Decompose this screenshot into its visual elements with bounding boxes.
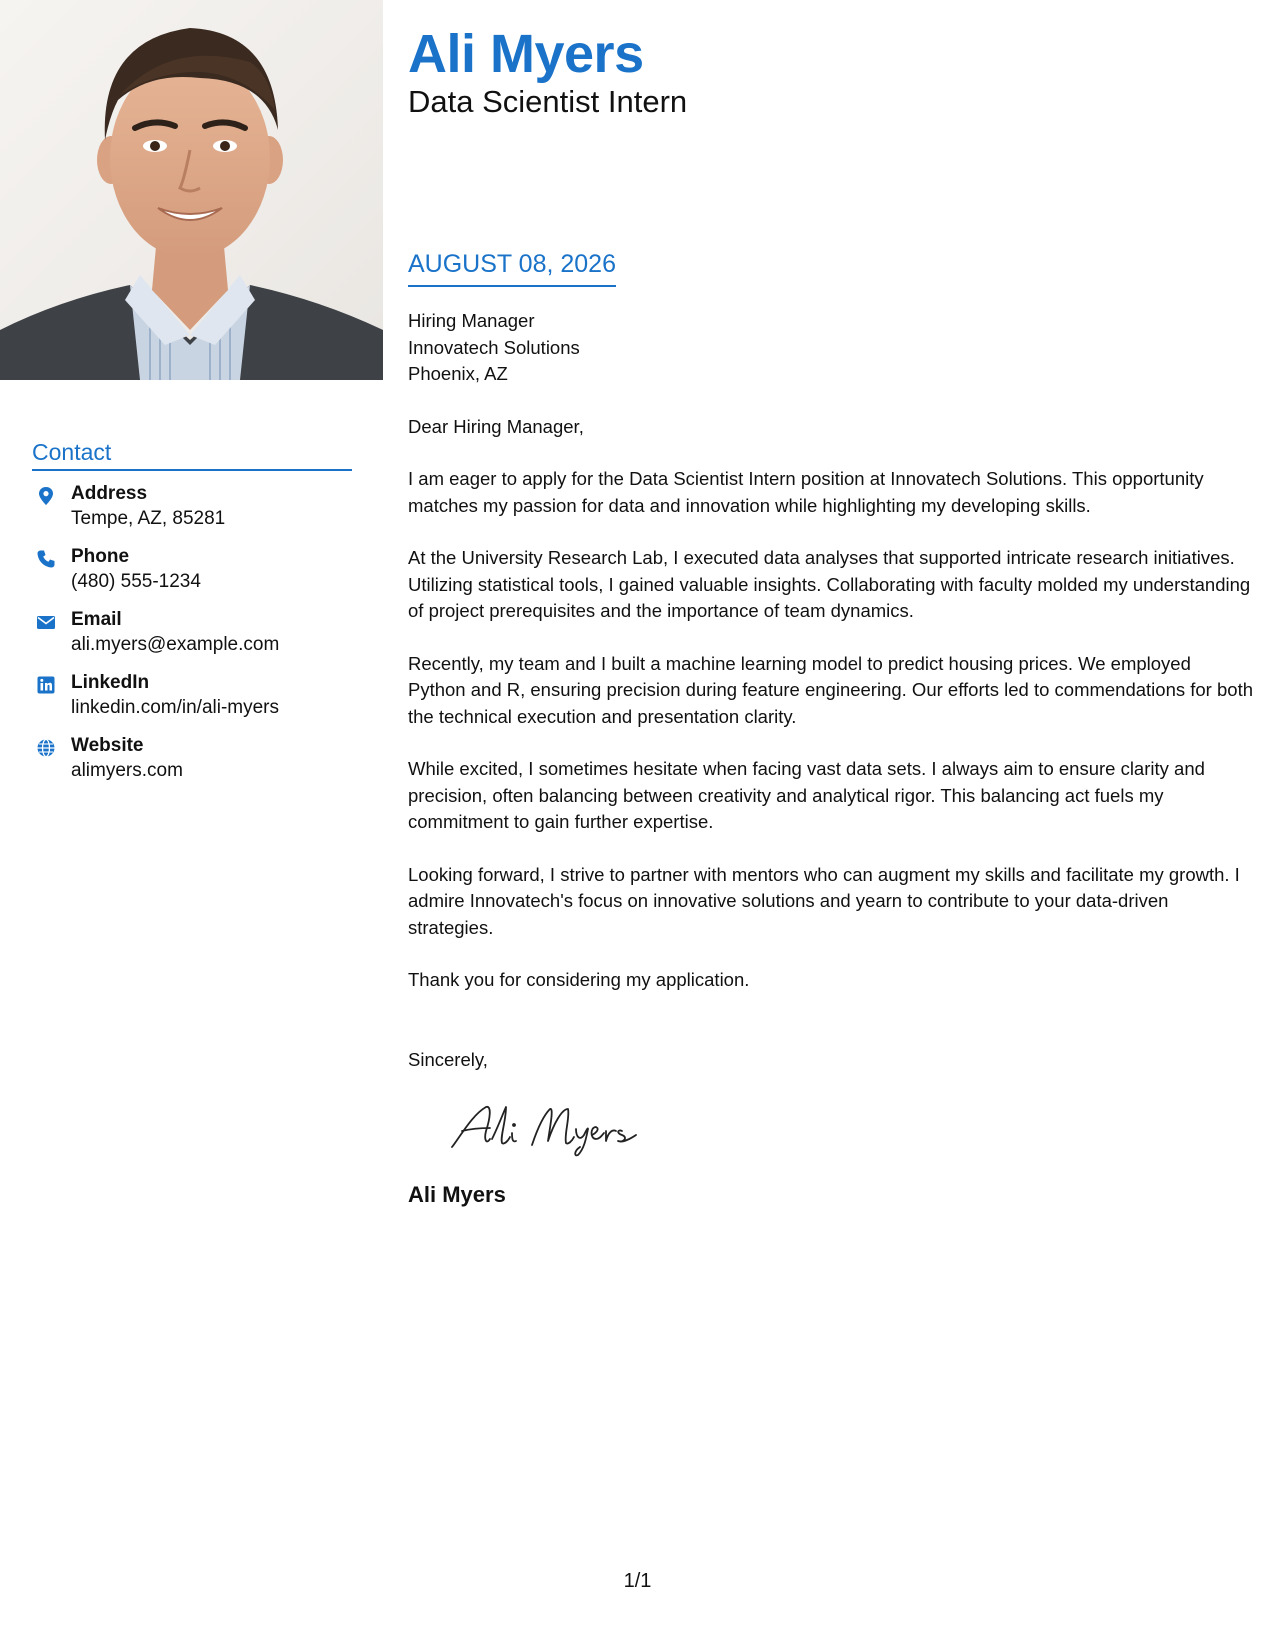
contact-value: linkedin.com/in/ali-myers bbox=[71, 697, 280, 718]
closing: Sincerely, bbox=[408, 1048, 488, 1070]
linkedin-icon bbox=[36, 675, 56, 695]
contact-value: (480) 555-1234 bbox=[71, 571, 201, 592]
contact-list bbox=[32, 482, 352, 797]
contact-value: ali.myers@example.com bbox=[71, 634, 280, 655]
globe-icon bbox=[36, 738, 56, 758]
letter-paragraph: Looking forward, I strive to partner with mentors who can augment my skills and facilitate my growth. I admire Innovatech's focus on innovative solutions and yearn to contribute to your data-driven strategies. bbox=[408, 863, 1240, 938]
contact-heading: Contact bbox=[32, 438, 352, 471]
recipient-location: Phoenix, AZ bbox=[408, 363, 508, 384]
contact-item-linkedin bbox=[32, 671, 352, 734]
header bbox=[408, 22, 687, 120]
salutation: Dear Hiring Manager, bbox=[408, 415, 584, 437]
contact-label: Address bbox=[71, 483, 148, 504]
signer-name: Ali Myers bbox=[408, 1182, 506, 1207]
letter-body bbox=[408, 308, 1253, 1209]
letter-paragraph: At the University Research Lab, I executed data analyses that supported intricate research initiatives. Utilizing statistical tools, I gained valuable insights. Collaborating with faculty molded my understanding of project prerequisites and the importance of team dynamics. bbox=[408, 547, 1251, 621]
letter-paragraph: Thank you for considering my application. bbox=[408, 969, 750, 990]
applicant-name: Ali Myers bbox=[408, 24, 644, 84]
contact-item-phone bbox=[32, 545, 352, 608]
contact-label: Website bbox=[71, 735, 144, 756]
contact-value: alimyers.com bbox=[71, 760, 183, 781]
contact-item-email bbox=[32, 608, 352, 671]
handwritten-signature bbox=[446, 1097, 686, 1159]
recipient-company: Innovatech Solutions bbox=[408, 336, 580, 358]
letter-paragraph: Recently, my team and I built a machine learning model to predict housing prices. We employed Python and R, ensuring precision during feature engineering. Our efforts led to commendations for both the technical execution and presentation clarity. bbox=[408, 652, 1253, 727]
recipient-block bbox=[408, 308, 1253, 388]
contact-item-website bbox=[32, 734, 352, 797]
contact-value: Tempe, AZ, 85281 bbox=[71, 508, 226, 529]
profile-photo bbox=[0, 0, 383, 380]
contact-label: Email bbox=[71, 609, 122, 630]
letter-paragraph: I am eager to apply for the Data Scientist Intern position at Innovatech Solutions. This opportunity matches my passion for data and innovation while highlighting my developing skills. bbox=[408, 468, 1204, 516]
letter-paragraph: While excited, I sometimes hesitate when facing vast data sets. I always aim to ensure clarity and precision, often balancing between creativity and analytical rigor. This balancing act fuels my commitment to gain further expertise. bbox=[408, 758, 1205, 832]
contact-label: Phone bbox=[71, 546, 130, 567]
page-number: 1/1 bbox=[623, 1570, 652, 1592]
contact-label: LinkedIn bbox=[71, 672, 150, 693]
recipient-title: Hiring Manager bbox=[408, 310, 535, 331]
map-pin-icon bbox=[36, 486, 56, 506]
envelope-icon bbox=[36, 612, 56, 632]
contact-item-address bbox=[32, 482, 352, 545]
phone-icon bbox=[36, 549, 56, 569]
job-title: Data Scientist Intern bbox=[408, 84, 688, 119]
contact-section bbox=[32, 438, 352, 797]
letter-date: AUGUST 08, 2026 bbox=[408, 248, 616, 287]
